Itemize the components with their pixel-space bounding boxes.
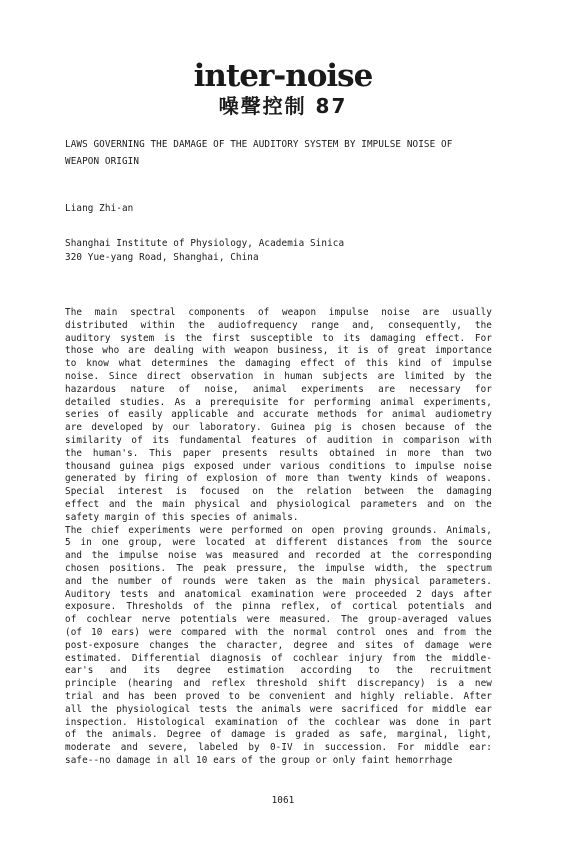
abstract-body — [65, 307, 492, 768]
body-line: auditory system is the first susceptible to its damaging effect. For — [65, 332, 492, 344]
body-line: and the number of rounds were taken as the main physical parameters. — [65, 575, 492, 587]
body-line: distributed within the audiofrequency range and, consequently, the — [65, 319, 492, 331]
body-line: and the impulse noise was measured and recorded at the corresponding — [65, 550, 492, 562]
body-line: all the physiological tests the animals were sacrificed for middle ear — [65, 703, 492, 715]
title-line: WEAPON ORIGIN — [65, 156, 140, 167]
body-line: noise. Since direct observation in human subjects are limited by the — [65, 370, 492, 382]
paper-title — [65, 136, 535, 170]
body-line: chosen positions. The peak pressure, the impulse width, the spectrum — [65, 562, 492, 574]
body-line: 5 in one group, were located at different distances from the source — [65, 537, 492, 549]
body-line: trial and has been proved to be convenient and highly reliable. After — [65, 690, 492, 702]
body-line: post-exposure changes the character, degree and sites of damage were — [65, 639, 492, 651]
affiliation-line: 320 Yue-yang Road, Shanghai, China — [65, 251, 259, 263]
body-line: inspection. Histological examination of the cochlear was done in part — [65, 716, 492, 728]
body-line: detailed studies. As a prerequisite for performing animal experiments, — [65, 396, 492, 408]
body-line: thousand guinea pigs exposed under various conditions to impulse noise — [65, 460, 492, 472]
title-line: LAWS GOVERNING THE DAMAGE OF THE AUDITORY SYSTEM BY IMPULSE NOISE OF — [65, 139, 453, 150]
body-line: series of easily applicable and accurate methods for animal audiometry — [65, 409, 492, 421]
body-line: similarity of its fundamental features of audition in comparison with — [65, 434, 492, 446]
body-line: hazardous nature of noise, animal experiments are necessary for — [65, 383, 492, 395]
author-name: Liang Zhi-an — [65, 203, 134, 214]
body-line: safe--no damage in all 10 ears of the group or only faint hemorrhage — [65, 754, 453, 766]
body-line: (of 10 ears) were compared with the normal control ones and from the — [65, 626, 492, 638]
affiliation-line: Shanghai Institute of Physiology, Academia Sinica — [65, 238, 345, 249]
body-line: the human's. This paper presents results obtained in more than two — [65, 447, 492, 459]
body-line: safety margin of this species of animals. — [65, 511, 299, 523]
body-line: of the animals. Degree of damage is graded as safe, marginal, light, — [65, 729, 492, 741]
body-line: principle (hearing and reflex threshold shift discrepancy) is a new — [65, 678, 492, 690]
body-line: effect and the main physical and physiological parameters and on the — [65, 498, 492, 510]
body-line: those who are dealing with weapon business, it is of great importance — [65, 345, 492, 357]
page-number: 1061 — [271, 795, 295, 806]
affiliation — [65, 237, 344, 264]
body-line: generated by firing of explosion of more than twenty kinds of weapons. — [65, 473, 492, 485]
body-line: The chief experiments were performed on open proving grounds. Animals, — [65, 524, 492, 536]
body-line: moderate and severe, labeled by 0-IV in succession. For middle ear: — [65, 742, 492, 754]
body-line: Auditory tests and anatomical examination were proceeded 2 days after — [65, 588, 492, 600]
body-line: of cochlear nerve potentials were measured. The group-averaged values — [65, 614, 492, 626]
body-line: are developed by our laboratory. Guinea pig is chosen because of the — [65, 422, 492, 434]
body-line: The main spectral components of weapon impulse noise are usually — [65, 307, 492, 318]
conference-logo-subtitle: 噪聲控制 87 — [218, 94, 348, 118]
body-line: estimated. Differential diagnosis of cochlear injury from the middle- — [65, 652, 492, 664]
body-line: ear's and its degree estimation according to the recruitment — [65, 665, 492, 677]
body-line: Special interest is focused on the relation between the damaging — [65, 486, 492, 498]
conference-logo: inter-noise — [193, 58, 373, 94]
body-line: to know what determines the damaging effect of this kind of impulse — [65, 358, 492, 370]
body-line: exposure. Thresholds of the pinna reflex, of cortical potentials and — [65, 601, 492, 613]
